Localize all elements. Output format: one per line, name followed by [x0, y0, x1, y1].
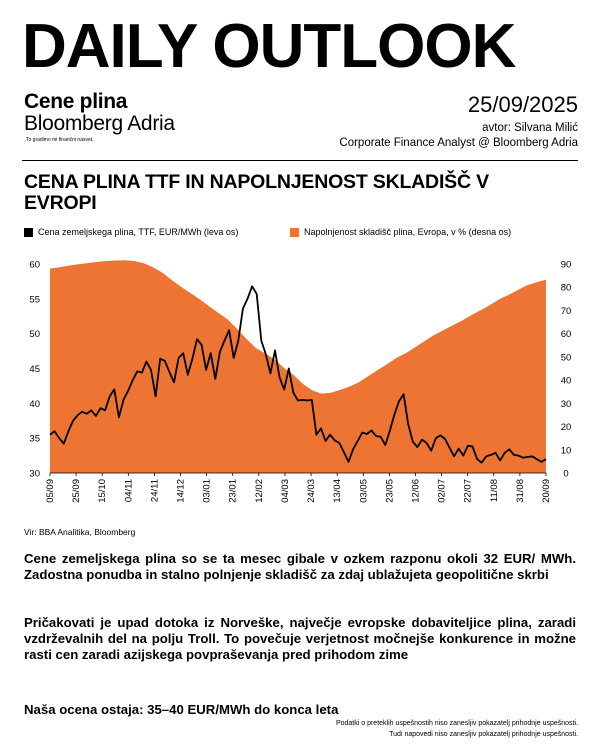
y-left-tick-label: 35 [29, 433, 40, 445]
header-divider [22, 160, 578, 161]
brand-tagline: To gradimo mi finančni nasvet. [26, 137, 94, 143]
disclaimer-1: Podatki o preteklih uspešnostih niso zanesljiv pokazatelj prihodnje uspešnosti. [335, 720, 578, 727]
x-tick-label: 03/05 [358, 479, 370, 503]
storage-area [50, 260, 546, 473]
y-left-tick-label: 60 [29, 259, 40, 271]
x-tick-label: 12/02 [253, 479, 265, 503]
x-tick-label: 20/09 [541, 479, 552, 503]
author-role: Corporate Finance Analyst @ Bloomberg Adria [339, 137, 578, 149]
legend-line-swatch [24, 228, 33, 237]
y-right-tick-label: 50 [560, 352, 572, 364]
author-name: avtor: Silvana Milić [482, 122, 578, 134]
masthead-title: DAILY OUTLOOK [22, 12, 516, 81]
x-tick-label: 11/08 [488, 478, 500, 503]
y-right-tick-label: 30 [560, 398, 572, 410]
x-tick-label: 24/03 [306, 479, 318, 503]
x-tick-label: 02/07 [436, 479, 448, 503]
y-left-tick-label: 30 [29, 468, 40, 480]
x-tick-label: 03/01 [201, 479, 213, 503]
x-tick-label: 05/09 [45, 479, 56, 503]
brand-line-2: Bloomberg Adria [24, 112, 175, 135]
x-tick-label: 13/04 [332, 479, 344, 503]
legend-area-swatch [290, 228, 299, 237]
x-tick-label: 31/08 [514, 479, 526, 503]
x-tick-label: 23/05 [384, 479, 396, 503]
y-right-tick-label: 40 [560, 375, 572, 387]
chart-plot [0, 250, 600, 530]
y-left-tick-label: 55 [29, 294, 40, 306]
x-tick-label: 22/07 [462, 479, 474, 503]
brand-line-1: Cene plina [24, 90, 128, 113]
legend-area-label: Napolnjenost skladišč plina, Evropa, v % (desna os) [304, 227, 512, 237]
x-tick-label: 15/10 [97, 479, 109, 503]
paragraph-3: Naša ocena ostaja: 35–40 EUR/MWh do konca leta [24, 702, 339, 717]
legend-line [24, 227, 238, 237]
x-tick-label: 04/11 [123, 479, 135, 503]
x-tick-label: 04/03 [279, 479, 291, 503]
y-left-tick-label: 45 [29, 364, 40, 375]
y-right-tick-label: 10 [560, 445, 572, 457]
paragraph-2: Pričakovati je upad dotoka iz Norveške, največje evropske dobaviteljice plina, zaradi vzdrževalnih del na polju Troll. To povečuje verjetnost močnejše konkurence in možne rasti cen zaradi azijskega povpraševanja pred prihodom zime [24, 615, 576, 662]
y-right-tick-label: 60 [560, 329, 572, 341]
y-left-tick-label: 40 [29, 398, 40, 410]
y-right-tick-label: 70 [560, 305, 572, 317]
chart-title: CENA PLINA TTF IN NAPOLNJENOST SKLADIŠČ V EVROPI [24, 171, 489, 214]
x-tick-label: 12/06 [410, 479, 422, 503]
x-tick-label: 14/12 [175, 479, 187, 503]
x-tick-label: 23/01 [227, 479, 239, 503]
legend-line-label: Cena zemeljskega plina, TTF, EUR/MWh (leva os) [38, 227, 239, 237]
y-left-tick-label: 50 [29, 329, 40, 341]
report-date: 25/09/2025 [467, 92, 578, 117]
y-right-tick-label: 90 [560, 259, 572, 271]
x-tick-label: 25/09 [71, 479, 83, 503]
legend-area [290, 227, 511, 237]
disclaimer-2: Tudi napovedi niso zanesljiv pokazatelj prihodnje uspešnosti. [389, 731, 578, 738]
y-right-tick-label: 20 [560, 422, 572, 434]
y-right-tick-label: 0 [563, 468, 569, 480]
x-tick-label: 24/11 [149, 479, 161, 503]
paragraph-1: Cene zemeljskega plina so se ta mesec gibale v ozkem razponu okoli 32 EUR/ MWh. Zadostna ponudba in stalno polnjenje skladišč za zdaj ublažujeta geopolitične skrbi [24, 551, 576, 582]
chart-source: Vir: BBA Analitika, Bloomberg [24, 527, 136, 537]
y-right-tick-label: 80 [560, 282, 572, 294]
